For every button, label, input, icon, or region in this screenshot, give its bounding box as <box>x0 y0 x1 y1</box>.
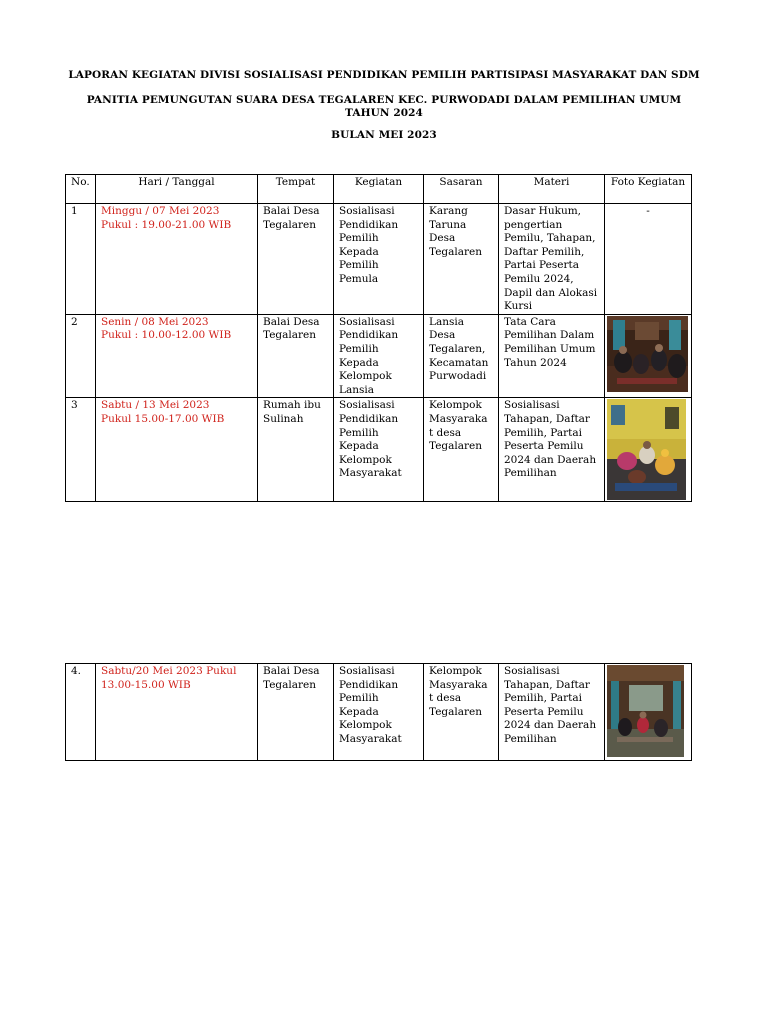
row-activity: Sosialisasi Pendidikan Pemilih Kepada Pemilih Pemula <box>334 204 424 315</box>
row-date-day: Senin / 08 Mei 2023 <box>101 315 209 328</box>
row-material: Sosialisasi Tahapan, Daftar Pemilih, Partai Peserta Pemilu 2024 dan Daerah Pemilihan <box>499 664 605 761</box>
header-activity: Kegiatan <box>334 175 424 204</box>
row-date <box>96 398 258 502</box>
row-date-day: Sabtu / 13 Mei 2023 <box>101 399 210 412</box>
row-date-time: Pukul 15.00-17.00 WIB <box>101 412 225 425</box>
header-target: Sasaran <box>424 175 499 204</box>
row-target: Kelompok Masyaraka t desa Tegalaren <box>424 398 499 502</box>
row-date: Sabtu/20 Mei 2023 Pukul 13.00-15.00 WIB <box>96 664 258 761</box>
table-row <box>66 204 692 315</box>
row-material: Sosialisasi Tahapan, Daftar Pemilih, Partai Peserta Pemilu 2024 dan Daerah Pemilihan <box>499 398 605 502</box>
row-photo <box>605 314 692 398</box>
row-photo <box>605 398 692 502</box>
report-title: LAPORAN KEGIATAN DIVISI SOSIALISASI PENDIDIKAN PEMILIH PARTISIPASI MASYARAKAT DAN SDM <box>68 69 700 81</box>
header-photo: Foto Kegiatan <box>605 175 692 204</box>
row-activity: Sosialisasi Pendidikan Pemilih Kepada Kelompok Masyarakat <box>334 664 424 761</box>
row-date <box>96 204 258 315</box>
row-place: Balai Desa Tegalaren <box>258 664 334 761</box>
table-header-row <box>66 175 692 204</box>
row-date-time: Pukul : 19.00-21.00 WIB <box>101 218 232 231</box>
table-row <box>66 664 692 761</box>
row-photo <box>605 664 692 761</box>
row-date <box>96 314 258 398</box>
table-row <box>66 398 692 502</box>
header-no: No. <box>66 175 96 204</box>
row-no: 1 <box>66 204 96 315</box>
activity-photo-rumah <box>607 399 689 500</box>
row-no: 4. <box>66 664 96 761</box>
activity-table-continued <box>65 663 692 761</box>
row-target: Lansia Desa Tegalaren, Kecamatan Purwodadi <box>424 314 499 398</box>
row-place: Rumah ibu Sulinah <box>258 398 334 502</box>
row-no: 2 <box>66 314 96 398</box>
header-place: Tempat <box>258 175 334 204</box>
row-target: Kelompok Masyaraka t desa Tegalaren <box>424 664 499 761</box>
report-subtitle: PANITIA PEMUNGUTAN SUARA DESA TEGALAREN KEC. PURWODADI DALAM PEMILIHAN UMUM TAHUN 2024 <box>86 94 682 119</box>
row-material: Dasar Hukum, pengertian Pemilu, Tahapan, Daftar Pemilih, Partai Peserta Pemilu 2024, Dapil dan Alokasi Kursi <box>499 204 605 315</box>
row-target: Karang Taruna Desa Tegalaren <box>424 204 499 315</box>
table-row <box>66 314 692 398</box>
row-place: Balai Desa Tegalaren <box>258 314 334 398</box>
row-place: Balai Desa Tegalaren <box>258 204 334 315</box>
row-photo-empty: - <box>605 204 692 315</box>
row-date-day: Minggu / 07 Mei 2023 <box>101 205 220 217</box>
row-material: Tata Cara Pemilihan Dalam Pemilihan Umum Tahun 2024 <box>499 314 605 398</box>
row-activity: Sosialisasi Pendidikan Pemilih Kepada Kelompok Lansia <box>334 314 424 398</box>
row-activity: Sosialisasi Pendidikan Pemilih Kepada Kelompok Masyarakat <box>334 398 424 502</box>
header-date: Hari / Tanggal <box>96 175 258 204</box>
row-no: 3 <box>66 398 96 502</box>
activity-table <box>65 174 692 502</box>
header-material: Materi <box>499 175 605 204</box>
activity-photo-lansia <box>607 316 689 392</box>
activity-photo-balai <box>607 665 689 757</box>
row-date-time: Pukul : 10.00-12.00 WIB <box>101 329 232 342</box>
report-month: BULAN MEI 2023 <box>331 129 437 141</box>
